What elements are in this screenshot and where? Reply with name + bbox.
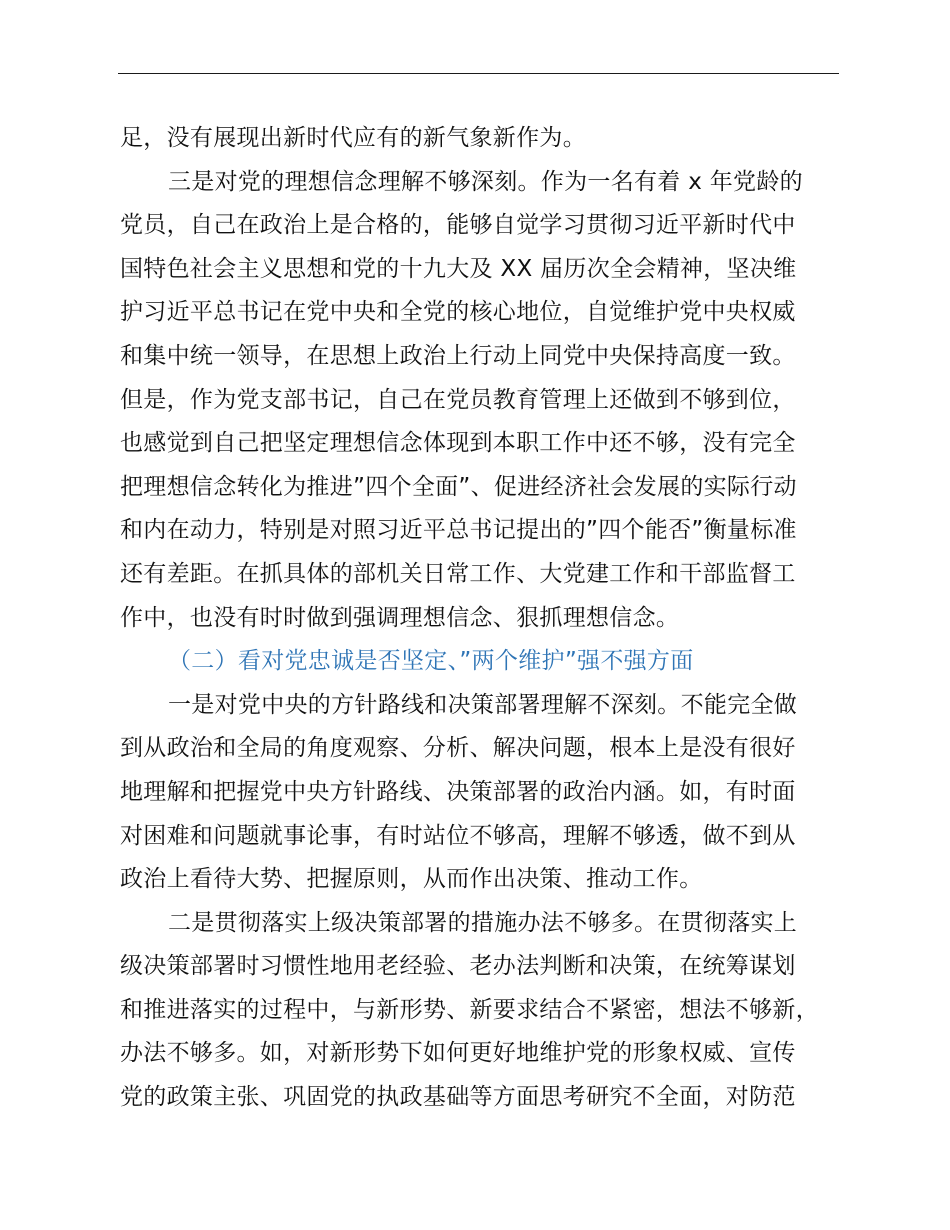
section-heading — [120, 640, 840, 684]
header-rule — [118, 73, 839, 74]
heading-line: （二）看对党忠诚是否坚定、”两个维护”强不强方面 — [168, 648, 694, 675]
text-line: 护习近平总书记在党中央和全党的核心地位，自觉维护党中央权威 — [120, 299, 796, 326]
document-body — [120, 117, 840, 1120]
text-line: 党员，自己在政治上是合格的，能够自觉学习贯彻习近平新时代中 — [120, 212, 796, 239]
text-line: 三是对党的理想信念理解不够深刻。作为一名有着 x 年党龄的 — [168, 168, 803, 195]
text-line: 二是贯彻落实上级决策部署的措施办法不够多。在贯彻落实上 — [168, 909, 798, 936]
text-line: 办法不够多。如，对新形势下如何更好地维护党的形象权威、宣传 — [120, 1040, 796, 1067]
text-line: 和集中统一领导，在思想上政治上行动上同党中央保持高度一致。 — [120, 342, 796, 369]
paragraph-policy-understanding — [120, 684, 840, 902]
text-line: 足，没有展现出新时代应有的新气象新作为。 — [120, 125, 586, 151]
text-line: 地理解和把握党中央方针路线、决策部署的政治内涵。如，有时面 — [120, 778, 796, 805]
text-line: 把理想信念转化为推进”四个全面”、促进经济社会发展的实际行动 — [120, 473, 797, 500]
text-line: 和内在动力，特别是对照习近平总书记提出的”四个能否”衡量标准 — [120, 517, 797, 544]
text-line: 到从政治和全局的角度观察、分析、解决问题，根本上是没有很好 — [120, 735, 796, 762]
text-line: 级决策部署时习惯性地用老经验、老办法判断和决策，在统筹谋划 — [120, 953, 796, 980]
text-line: 还有差距。在抓具体的部机关日常工作、大党建工作和干部监督工 — [120, 560, 796, 587]
text-line: 国特色社会主义思想和党的十九大及 XX 届历次全会精神，坚决维 — [120, 255, 797, 282]
text-line: 但是，作为党支部书记，自己在党员教育管理上还做到不够到位， — [120, 386, 796, 413]
text-line: 和推进落实的过程中，与新形势、新要求结合不紧密，想法不够新， — [120, 996, 819, 1023]
text-line: 一是对党中央的方针路线和决策部署理解不深刻。不能完全做 — [168, 691, 798, 718]
text-line: 作中，也没有时时做到强调理想信念、狠抓理想信念。 — [120, 604, 680, 631]
paragraph-ideals-belief — [120, 161, 840, 641]
text-line: 也感觉到自己把坚定理想信念体现到本职工作中还不够，没有完全 — [120, 430, 796, 457]
text-line: 对困难和问题就事论事，有时站位不够高，理解不够透，做不到从 — [120, 822, 796, 849]
text-line: 政治上看待大势、把握原则，从而作出决策、推动工作。 — [120, 866, 703, 893]
text-line: 党的政策主张、巩固党的执政基础等方面思考研究不全面，对防范 — [120, 1084, 796, 1111]
paragraph-continuation — [120, 117, 840, 161]
paragraph-implementation-measures — [120, 902, 840, 1120]
